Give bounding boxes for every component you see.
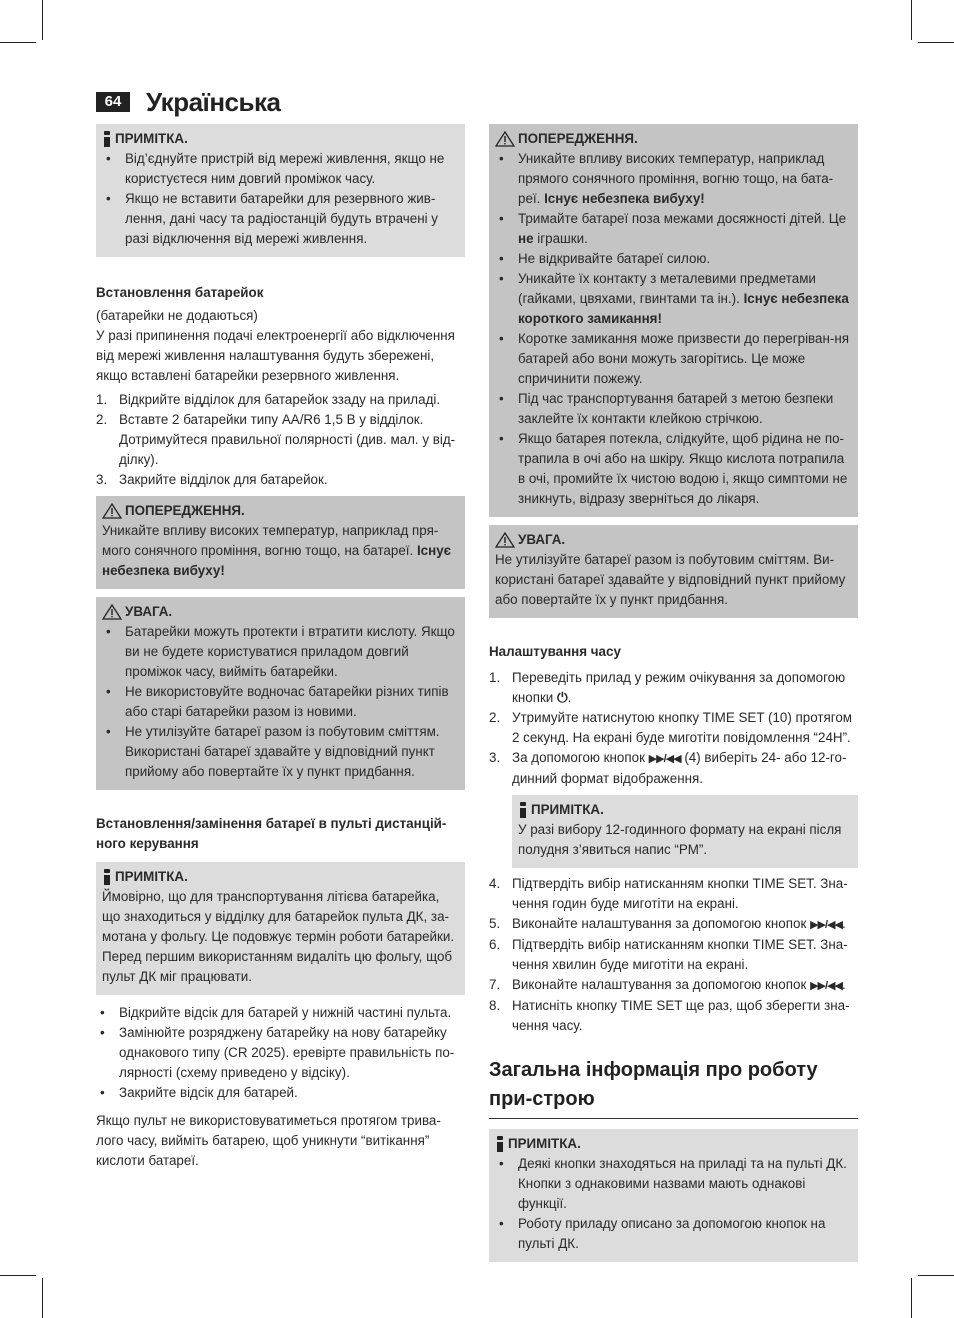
list-item: • Замінюйте розряджену батарейку на нову батарейку однакового типу (CR 2025). еревірте правильність по-лярності (схему приведено у відсіку). (96, 1023, 465, 1083)
skip-buttons-icon: ▶▶/◀◀ (648, 753, 681, 765)
crop-mark (911, 1278, 912, 1318)
warning-box (96, 496, 465, 589)
warning-triangle-icon (495, 532, 515, 548)
section-heading: Встановлення батарейок (96, 285, 264, 300)
note-title: ПРИМІТКА. (102, 129, 459, 149)
list-item: • Коротке замикання може призвести до перегріван-ня батарей або вони можуть загорітись. Це може спричинити пожежу. (495, 329, 852, 389)
warning-text: Уникайте впливу високих температур, наприклад пря-мого сонячного проміння, вогню тощо, на батареї. Існує небезпека вибуху! (102, 523, 452, 578)
list-item: 3. Закрийте відділок для батарейок. (96, 472, 328, 487)
paragraph: Якщо пульт не використовуватиметься протягом трива-лого часу, вийміть батарею, щоб уникнути “витікання” кислоти батареї. (96, 1113, 441, 1168)
skip-buttons-icon: ▶▶/◀◀ (810, 980, 842, 992)
list-item: • Не використовуйте водночас батарейки різних типів або старі батарейки разом із новими. (102, 682, 459, 722)
list-item: • Уникайте їх контакту з металевими предметами (гайками, цвяхами, гвинтами та ін.). Існує небезпека короткого замикання! (495, 269, 852, 329)
warning-title: ПОПЕРЕДЖЕННЯ. (102, 501, 459, 521)
list-item: 8. Натисніть кнопку TIME SET ще раз, щоб зберегти зна-чення часу. (489, 998, 850, 1033)
crop-mark (42, 1278, 43, 1318)
list-item: • Уникайте впливу високих температур, наприклад прямого сонячного проміння, вогню тощо, на бата-реї. Існує небезпека вибуху! (495, 149, 852, 209)
subtitle: (батарейки не додаються) (96, 308, 258, 323)
note-box (96, 862, 465, 995)
info-icon (495, 1136, 505, 1152)
crop-mark (42, 0, 43, 40)
left-column (96, 124, 465, 1171)
list-item: 5. Виконайте налаштування за допомогою кнопок ▶▶/◀◀. (489, 916, 846, 931)
caution-box (96, 597, 465, 790)
bullet-list (102, 622, 459, 782)
list-item: • Тримайте батареї поза межами досяжності дітей. Це не іграшки. (495, 209, 852, 249)
page-header (96, 86, 280, 118)
info-icon (102, 131, 112, 147)
crop-mark (0, 42, 36, 43)
list-item: 2. Утримуйте натиснутою кнопку TIME SET (10) протягом 2 секунд. На екрані буде миготіти повідомлення “24H”. (489, 710, 853, 745)
list-item: • Деякі кнопки знаходяться на приладі та на пульті ДК. Кнопки з однаковими назвами мають однакові функції. (495, 1154, 852, 1214)
crop-mark (918, 42, 954, 43)
bullet-list (96, 1003, 465, 1103)
note-title: ПРИМІТКА. (102, 867, 459, 887)
numbered-list (489, 874, 858, 1036)
list-item: • Закрийте відсік для батарей. (96, 1083, 465, 1103)
section-heading: Налаштування часу (489, 644, 621, 659)
list-item: 2. Вставте 2 батарейки типу AA/R6 1,5 B у відділок. Дотримуйтеся правильної полярності (див. мал. у від-ділку). (96, 412, 456, 467)
right-column (489, 124, 858, 1270)
list-item: • Відкрийте відсік для батарей у нижній частині пульта. (96, 1003, 465, 1023)
list-item: • Якщо не вставити батарейки для резервного жив-лення, дані часу та радіостанцій будуть втрачені у разі відключення від мережі живлення. (102, 189, 459, 249)
list-item: • Від’єднуйте пристрій від мережі живлення, якщо не користуєтеся ним довгий проміжок часу. (102, 149, 459, 189)
list-item: • Якщо батарея потекла, слідкуйте, щоб рідина не по-трапила в очі або на шкіру. Якщо кислота потрапила в очі, промийте їх чистою водою і, якщо симптоми не зникнуть, відразу зверніться до лікаря. (495, 429, 852, 509)
note-box (512, 795, 858, 868)
list-item: • Не утилізуйте батареї разом із побутовим сміттям. Використані батареї здавайте у відповідний пункт прийому або повертайте їх у пункт придбання. (102, 722, 459, 782)
caution-box (489, 525, 858, 618)
note-box (489, 1129, 858, 1262)
section-title: Загальна інформація про роботу при-строю (489, 1056, 858, 1119)
section-heading: Встановлення/замінення батареї в пульті дистанцій-ного керування (96, 816, 447, 851)
page-number: 64 (96, 92, 130, 112)
list-item: 6. Підтвердіть вибір натисканням кнопки TIME SET. Зна-чення хвилин буде миготіти на екрані. (489, 937, 848, 972)
numbered-list (96, 390, 465, 490)
bullet-list (495, 1154, 852, 1254)
note-text: Ймовірно, що для транспортування літієва батарейка, що знаходиться у відділку для батарейок пульта ДК, за-мотана у фольгу. Це подовжує термін роботи батарейки. Перед першим використанням видаліть цю фольгу, щоб пульт ДК міг працювати. (102, 889, 455, 984)
list-item: 3. За допомогою кнопок ▶▶/◀◀ (4) виберіть 24- або 12-го-динний формат відображення. (489, 750, 847, 786)
numbered-list (489, 668, 858, 789)
caution-text: Не утилізуйте батареї разом із побутовим сміттям. Ви-користані батареї здавайте у відповідний пункт прийому або повертайте їх у пункт придбання. (495, 552, 846, 607)
crop-mark (918, 1275, 954, 1276)
list-item: 1. Переведіть прилад у режим очікування за допомогою кнопки ⏻. (489, 670, 846, 705)
caution-title: УВАГА. (495, 530, 852, 550)
list-item: 7. Виконайте налаштування за допомогою кнопок ▶▶/◀◀. (489, 977, 846, 992)
warning-triangle-icon (495, 131, 515, 147)
list-item: • Не відкривайте батареї силою. (495, 249, 852, 269)
list-item: 1. Відкрийте відділок для батарейок ззаду на приладі. (96, 392, 441, 407)
note-title: ПРИМІТКА. (518, 800, 852, 820)
warning-triangle-icon (102, 604, 122, 620)
note-box (96, 124, 465, 257)
list-item: 4. Підтвердіть вибір натисканням кнопки TIME SET. Зна-чення годин буде миготіти на екрані. (489, 876, 848, 911)
caution-title: УВАГА. (102, 602, 459, 622)
list-item: • Під час транспортування батарей з метою безпеки заклейте їх контакти клейкою стрічкою. (495, 389, 852, 429)
list-item: • Роботу приладу описано за допомогою кнопок на пульті ДК. (495, 1214, 852, 1254)
crop-mark (911, 0, 912, 40)
paragraph: У разі припинення подачі електроенергії або відключення від мережі живлення налаштування будуть збережені, якщо вставлені батарейки резервного живлення. (96, 328, 455, 383)
warning-triangle-icon (102, 503, 122, 519)
bullet-list (495, 149, 852, 509)
note-text: У разі вибору 12-годинного формату на екрані після полудня з’явиться напис “PM”. (518, 822, 842, 857)
warning-box (489, 124, 858, 517)
crop-mark (0, 1275, 36, 1276)
warning-title: ПОПЕРЕДЖЕННЯ. (495, 129, 852, 149)
bullet-list (102, 149, 459, 249)
note-title: ПРИМІТКА. (495, 1134, 852, 1154)
list-item: • Батарейки можуть протекти і втратити кислоту. Якщо ви не будете користуватися приладом довгий проміжок часу, вийміть батарейки. (102, 622, 459, 682)
info-icon (102, 869, 112, 885)
page-title: Українська (146, 87, 281, 117)
skip-buttons-icon: ▶▶/◀◀ (810, 919, 842, 931)
power-icon: ⏻ (557, 690, 568, 705)
info-icon (518, 802, 528, 818)
